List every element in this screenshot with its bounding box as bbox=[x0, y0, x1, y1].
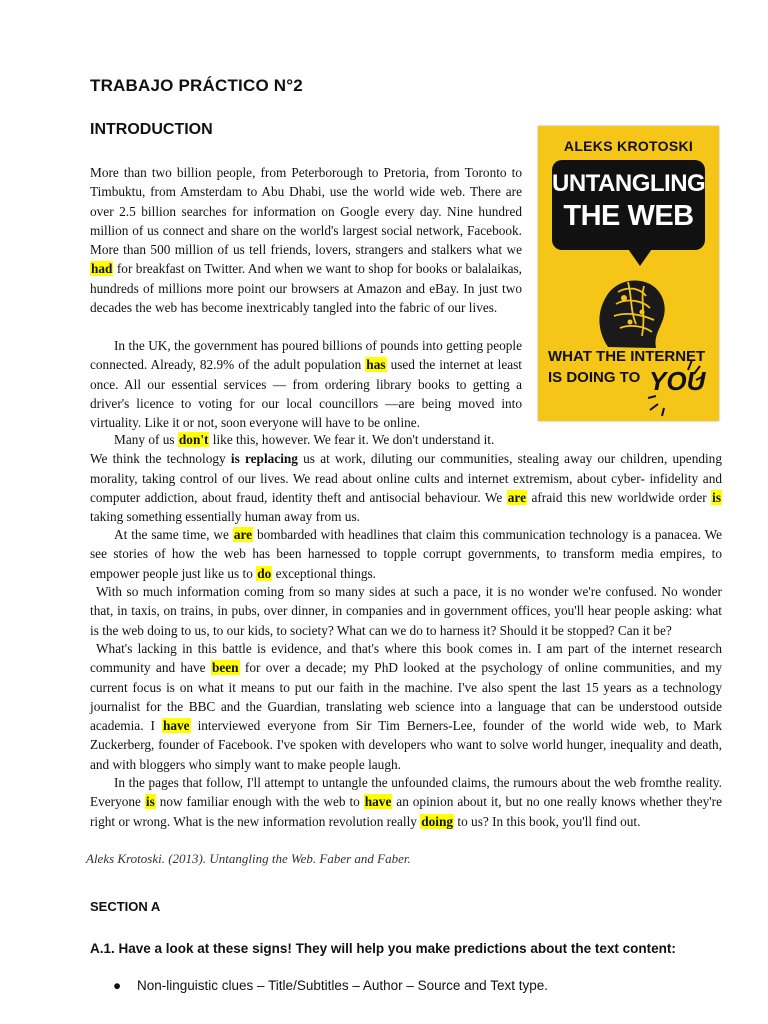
paragraph-4 bbox=[90, 525, 722, 583]
cover-title-line1: UNTANGLING bbox=[552, 170, 706, 197]
highlight: are bbox=[507, 489, 526, 505]
paragraph-3 bbox=[90, 430, 722, 526]
text-run: afraid this new worldwide order bbox=[531, 489, 707, 505]
text-run: More than two billion people, from Peterborough to Pretoria, from Toronto to Timbuktu, from Amsterdam to Abu Dhabi, use the world wide web. There are over 2.5 billion searches for information on Google every day. Nine hundred million of us connect and share on the world's largest social network, Facebook. More than 500 million of us tell friends, lovers, strangers and stalkers what we bbox=[90, 165, 522, 258]
cover-subtitle-you: YOU bbox=[649, 366, 706, 396]
text-run: We think the technology bbox=[90, 451, 226, 467]
bullet-list-item bbox=[113, 978, 548, 993]
text-run: exceptional things. bbox=[275, 565, 377, 581]
text-run: like this, however. We fear it. We don't understand it. bbox=[212, 432, 495, 447]
section-heading: SECTION A bbox=[90, 899, 161, 914]
bold-text: is replacing bbox=[230, 451, 298, 467]
cover-author: ALEKS KROTOSKI bbox=[563, 138, 694, 154]
cover-title-line2: THE WEB bbox=[563, 200, 694, 232]
bullet-text: Non-linguistic clues – Title/Subtitles – Author – Source and Text type. bbox=[137, 978, 548, 993]
highlight: are bbox=[233, 527, 253, 542]
highlight: do bbox=[257, 565, 272, 581]
text-run: used the internet at least once. All our essential services — from ordering library books to getting a driver's licence to voting for our local councillors —are being moved into virtuality. Like it or not, soon everyone will have to be online. bbox=[90, 357, 522, 431]
paragraph-7 bbox=[90, 773, 722, 831]
text-run: With so much information coming from so many sides at such a pace, it is no wonder we're confused. No wonder that, in taxis, on trains, in pubs, over dinner, in companies and in government offices, you'll hear people asking: what is the web doing to us, to our kids, to society? What can we do to harness it? Should it be stopped? Can it be? bbox=[90, 584, 722, 638]
text-run: for breakfast on Twitter. And when we want to shop for books or balalaikas, hundreds of millions more point our browsers at Amazon and eBay. In just two decades the web has become inextricably tangled into the fabric of our lives. bbox=[90, 261, 522, 316]
highlight: is bbox=[712, 489, 722, 505]
text-run: Many of us bbox=[114, 432, 175, 447]
highlight: have bbox=[162, 718, 190, 734]
text-run: In the UK, the government has poured billions of pounds into getting people connected. Already, 82.9% of the adult population bbox=[90, 338, 522, 373]
paragraph-5 bbox=[90, 582, 722, 640]
highlight: been bbox=[211, 660, 239, 676]
highlight: has bbox=[366, 357, 386, 373]
highlight: don't bbox=[178, 432, 209, 447]
source-citation: Aleks Krotoski. (2013). Untangling the Web. Faber and Faber. bbox=[86, 851, 411, 866]
introduction-heading: INTRODUCTION bbox=[90, 121, 213, 138]
text-run: taking something essentially human away from us. bbox=[90, 509, 360, 525]
highlight: is bbox=[145, 794, 155, 810]
text-run: to us? In this book, you'll find out. bbox=[457, 813, 641, 829]
text-run: us at work, diluting our communities, stealing away our children, upending morality, taking control of our lives. We read about online cults and internet extremism, about cyber- infidelity and computer addiction, about fraud, identity theft and antisocial behaviour. We bbox=[90, 451, 722, 505]
paragraph-6 bbox=[90, 639, 722, 774]
page-title: TRABAJO PRÁCTICO N°2 bbox=[90, 76, 303, 95]
tangled-head-illustration bbox=[558, 252, 698, 352]
text-run: interviewed everyone from Sir Tim Berners-Lee, founder of the world wide web, to Mark Zuckerberg, founder of Facebook. I've spoken with developers who want to solve world hunger, inequality and death, and with bloggers who simply want to make people laugh. bbox=[90, 718, 722, 772]
paragraph-3-first-line bbox=[90, 430, 722, 449]
text-run: At the same time, we bbox=[114, 527, 229, 542]
text-run: What's lacking in this battle is evidence, and that's where this book comes in. I am part of the internet research community and have bbox=[90, 641, 722, 676]
text-run: for over a decade; my PhD looked at the psychology of online communities, and my current focus is on what it means to put our faith in the machine. I've also spent the last 15 years as a technology journalist for the BBC and the Guardian, translating web science into a language that can be understood outside academia. I bbox=[90, 660, 722, 734]
text-run: now familiar enough with the web to bbox=[159, 794, 360, 810]
text-run: In the pages that follow, I'll attempt to untangle the unfounded claims, the rumours about the web fromthe reality. Everyone bbox=[90, 775, 722, 810]
text-run: bombarded with headlines that claim this communication technology is a panacea. We see stories of how the web has been harnessed to topple corrupt governments, to transform media empires, to empower people just like us to bbox=[90, 527, 723, 581]
book-cover-image bbox=[538, 126, 719, 421]
emphasis-rays-icon bbox=[642, 352, 708, 420]
paragraph-1 bbox=[90, 163, 522, 317]
highlight: doing bbox=[421, 813, 454, 829]
highlight: have bbox=[364, 794, 392, 810]
text-run: an opinion about it, but no one really knows whether they're right or wrong. What is the new information revolution really bbox=[90, 794, 722, 829]
paragraph-3-body bbox=[90, 449, 722, 526]
question-a1: A.1. Have a look at these signs! They will help you make predictions about the text content: bbox=[90, 941, 676, 956]
paragraph-2 bbox=[90, 336, 522, 432]
cover-subtitle-line1: WHAT THE INTERNET bbox=[548, 348, 706, 365]
cover-subtitle-line2: IS DOING TO bbox=[548, 369, 641, 386]
highlight: had bbox=[91, 261, 113, 277]
bullet-icon: ● bbox=[113, 978, 122, 993]
